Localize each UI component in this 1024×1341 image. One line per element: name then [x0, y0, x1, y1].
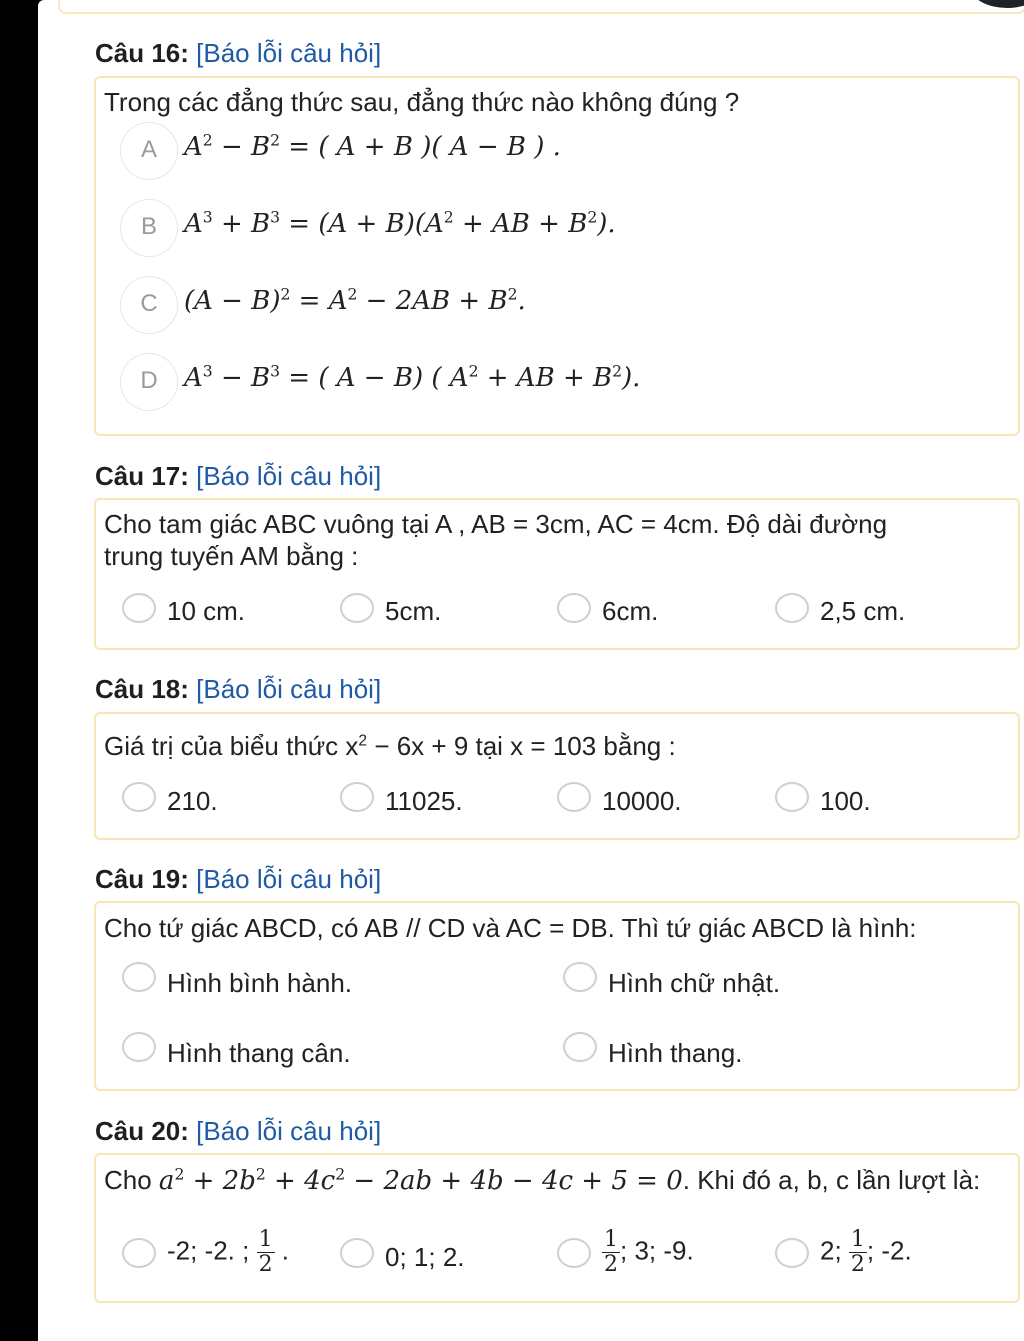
stem-text: Giá trị của biểu thức x: [104, 731, 359, 761]
question-20-stem: [104, 1164, 980, 1197]
option-label[interactable]: [602, 1228, 694, 1277]
option-label[interactable]: 10 cm.: [167, 596, 246, 626]
option-letter-circle[interactable]: A: [120, 122, 178, 180]
stem-text: . Khi đó a, b, c lần lượt là:: [682, 1165, 981, 1195]
radio-button[interactable]: [557, 593, 591, 623]
radio-button[interactable]: [775, 1238, 809, 1268]
question-19-stem: Cho tứ giác ABCD, có AB // CD và AC = DB. Thì tứ giác ABCD là hình:: [104, 913, 917, 943]
option-label[interactable]: Hình thang cân.: [167, 1038, 351, 1068]
option-text: ; 3; -9.: [620, 1235, 694, 1266]
option-label[interactable]: Hình bình hành.: [167, 968, 353, 998]
question-title: Câu 19:: [95, 864, 189, 894]
report-error-link[interactable]: [Báo lỗi câu hỏi]: [196, 38, 382, 68]
option-label[interactable]: 10000.: [602, 786, 682, 816]
stem-line: trung tuyến AM bằng :: [104, 541, 359, 571]
option-letter-circle[interactable]: C: [120, 276, 178, 334]
report-error-link[interactable]: [Báo lỗi câu hỏi]: [196, 864, 382, 894]
previous-question-box-edge: [58, 0, 1024, 14]
option-label[interactable]: Hình thang.: [608, 1038, 743, 1068]
option-expression: $A^3 - B^3$ = ( A − B) ( $A^2$ + AB + $B^2$).: [184, 362, 641, 393]
option-label[interactable]: [820, 1228, 912, 1277]
report-error-link[interactable]: [Báo lỗi câu hỏi]: [196, 1116, 382, 1146]
fraction-numerator: 1: [850, 1227, 865, 1252]
report-error-link[interactable]: [Báo lỗi câu hỏi]: [196, 461, 382, 491]
fraction-denominator: 2: [604, 1252, 618, 1277]
question-16-header: [95, 38, 381, 69]
option-text: ; -2.: [866, 1235, 912, 1266]
radio-button[interactable]: [557, 782, 591, 812]
option-label[interactable]: 210.: [167, 786, 218, 816]
radio-button[interactable]: [775, 593, 809, 623]
option-label[interactable]: 0; 1; 2.: [385, 1242, 465, 1272]
radio-button[interactable]: [557, 1238, 591, 1268]
radio-button[interactable]: [122, 593, 156, 623]
fraction-numerator: 1: [604, 1227, 618, 1252]
option-letter-circle[interactable]: B: [120, 199, 178, 257]
option-label[interactable]: 6cm.: [602, 596, 659, 626]
question-18-header: [95, 674, 381, 705]
option-label[interactable]: [167, 1228, 289, 1277]
question-17-header: [95, 461, 381, 492]
fraction-numerator: 1: [258, 1227, 273, 1252]
option-label[interactable]: 5cm.: [385, 596, 442, 626]
stem-line: Cho tam giác ABC vuông tại A , AB = 3cm, AC = 4cm. Độ dài đường: [104, 509, 888, 539]
option-text: .: [274, 1235, 290, 1266]
radio-button[interactable]: [563, 962, 597, 992]
question-title: Câu 17:: [95, 461, 189, 491]
stem-expression: $a^2 + 2b^2 + 4c^2 - 2ab + 4b - 4c + 5 = 0$: [158, 1165, 683, 1196]
option-label[interactable]: Hình chữ nhật.: [608, 968, 781, 998]
option-letter-circle[interactable]: D: [120, 353, 178, 411]
question-18-stem: [104, 730, 676, 762]
stem-exponent: 2: [358, 732, 368, 750]
question-20-header: [95, 1116, 381, 1147]
stem-text: − 6x + 9 tại x = 103 bằng :: [367, 731, 676, 761]
stem-text: Cho: [104, 1165, 159, 1195]
radio-button[interactable]: [340, 593, 374, 623]
radio-button[interactable]: [563, 1032, 597, 1062]
fraction: [602, 1228, 620, 1277]
option-label[interactable]: 2,5 cm.: [820, 596, 906, 626]
radio-button[interactable]: [122, 962, 156, 992]
fraction-denominator: 2: [258, 1252, 273, 1277]
option-expression: $A^2 - B^2$ = ( A + B )( A − B ) .: [184, 131, 561, 162]
question-19-header: [95, 864, 381, 895]
option-expression: $(A - B)^2 = A^2 - 2AB + B^2$.: [184, 285, 526, 316]
radio-button[interactable]: [122, 1238, 156, 1268]
option-expression: $A^3 + B^3 = (A + B)(A^2$ + AB + $B^2$).: [184, 208, 616, 239]
option-label[interactable]: 11025.: [385, 786, 463, 816]
radio-button[interactable]: [775, 782, 809, 812]
question-17-stem: [104, 508, 887, 572]
report-error-link[interactable]: [Báo lỗi câu hỏi]: [196, 674, 382, 704]
radio-button[interactable]: [122, 1032, 156, 1062]
fraction: [257, 1228, 275, 1277]
option-label[interactable]: 100.: [820, 786, 871, 816]
option-text: 2;: [820, 1235, 849, 1266]
radio-button[interactable]: [122, 782, 156, 812]
question-16-stem: Trong các đẳng thức sau, đẳng thức nào không đúng ?: [104, 87, 740, 117]
fraction: [849, 1228, 867, 1277]
fraction-denominator: 2: [850, 1252, 865, 1277]
question-title: Câu 18:: [95, 674, 189, 704]
radio-button[interactable]: [340, 782, 374, 812]
question-title: Câu 16:: [95, 38, 189, 68]
option-text: -2; -2. ;: [167, 1235, 257, 1266]
question-title: Câu 20:: [95, 1116, 189, 1146]
radio-button[interactable]: [340, 1238, 374, 1268]
